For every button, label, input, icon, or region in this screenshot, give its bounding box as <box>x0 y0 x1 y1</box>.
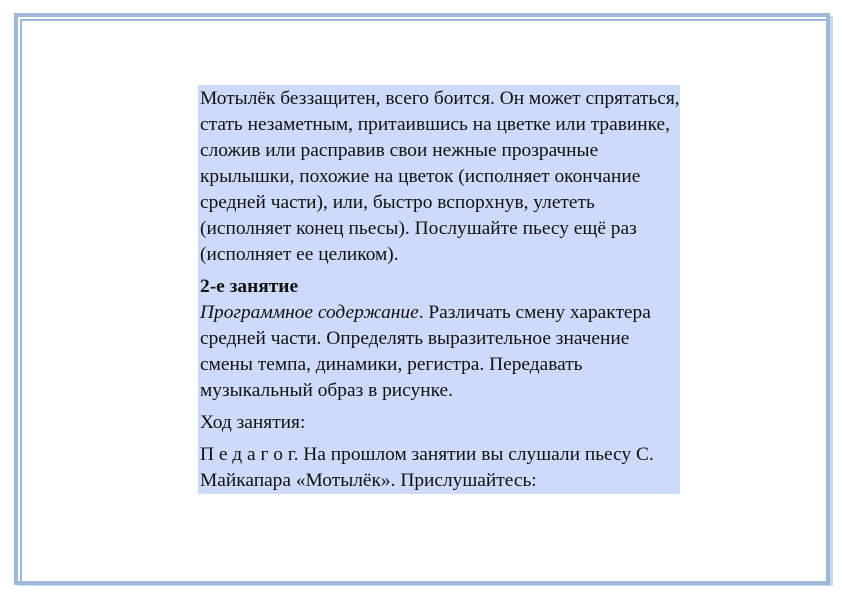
text-box <box>198 85 680 494</box>
lesson-block <box>200 274 680 404</box>
program-text: . Различать смену характера средней части. Определять выразительное значение смены темпа, динамики, регистра. Передавать музыкальный образ в рисунке. <box>200 302 651 401</box>
program-label: Программное содержание <box>200 302 419 323</box>
teacher-line <box>200 442 680 494</box>
teacher-text: На прошлом занятии вы слушали пьесу С. Майкапара «Мотылёк». Прислушайтесь: <box>200 444 654 491</box>
program-content <box>200 300 680 404</box>
paragraph-moth: Мотылёк беззащитен, всего боится. Он может спрятаться, стать незаметным, притаившись на цветке или травинке, сложив или расправив свои нежные прозрачные крылышки, похожие на цветок (исполняет окончание средней части), или, быстро вспорхнув, улететь (исполняет конец пьесы). Послушайте пьесу ещё раз (исполняет ее целиком). <box>200 88 680 265</box>
teacher-label: П е д а г о г. <box>200 444 299 465</box>
lesson-progress-label: Ход занятия: <box>200 412 306 433</box>
lesson-heading: 2-е занятие <box>200 276 299 297</box>
